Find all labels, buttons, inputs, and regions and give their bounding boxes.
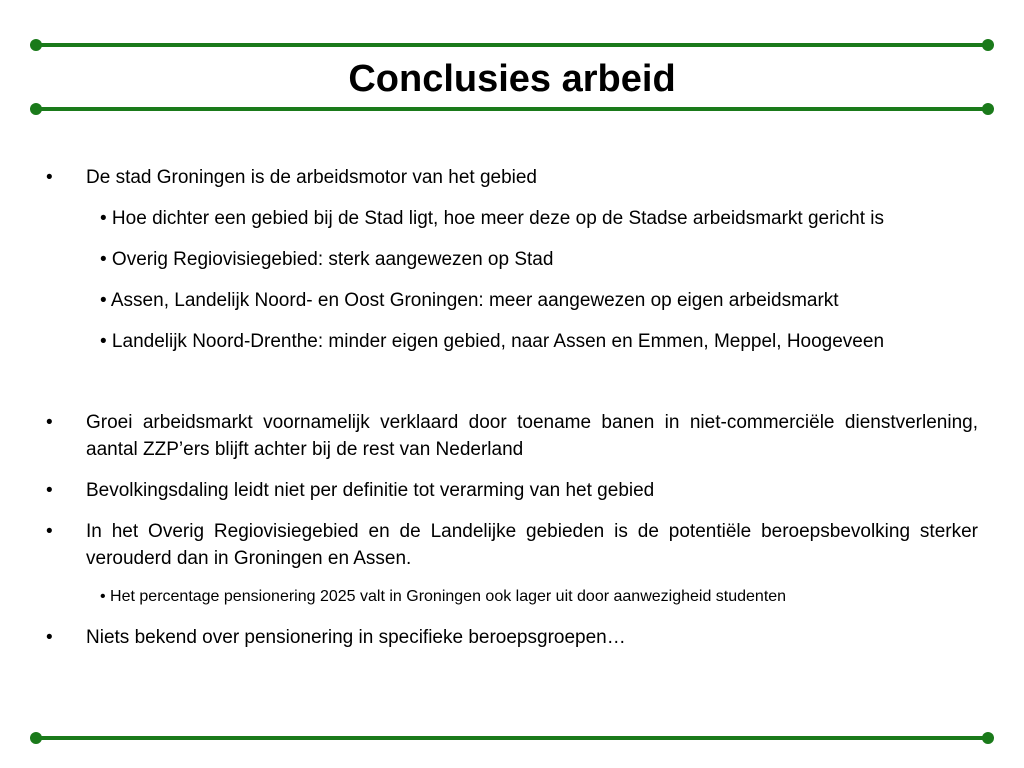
bullet-marker: •: [46, 627, 53, 648]
bullet-text: De stad Groningen is de arbeidsmotor van het gebied: [86, 167, 537, 188]
title-divider-line: [36, 107, 988, 111]
bullet-text: Niets bekend over pensionering in specifieke beroepsgroepen…: [86, 627, 626, 648]
bottom-divider-line: [36, 736, 988, 740]
top-divider-line: [36, 43, 988, 47]
bullet-item: [46, 164, 978, 191]
sub-bullet-item: • Hoe dichter een gebied bij de Stad ligt, hoe meer deze op de Stadse arbeidsmarkt gericht is: [100, 208, 885, 229]
spacer: [46, 369, 978, 409]
bullet-item: [46, 518, 978, 572]
sub-bullet-item: • Assen, Landelijk Noord- en Oost Groningen: meer aangewezen op eigen arbeidsmarkt: [100, 290, 839, 311]
bullet-marker: •: [46, 480, 53, 501]
sub-bullet-item: • Overig Regiovisiegebied: sterk aangewezen op Stad: [100, 249, 554, 270]
bullet-list: [46, 164, 978, 665]
bullet-marker: •: [46, 521, 53, 542]
bullet-text: Groei arbeidsmarkt voornamelijk verklaard door toename banen in niet-commerciële dienstverlening, aantal ZZP’ers blijft achter bij de rest van Nederland: [86, 412, 978, 460]
slide-title: Conclusies arbeid: [348, 58, 676, 100]
bullet-item: [46, 477, 978, 504]
bullet-marker: •: [46, 412, 53, 433]
bullet-item: [46, 624, 978, 651]
bullet-text: In het Overig Regiovisiegebied en de Landelijke gebieden is de potentiële beroepsbevolking sterker verouderd dan in Groningen en Assen.: [86, 521, 978, 569]
bullet-text: Bevolkingsdaling leidt niet per definitie tot verarming van het gebied: [86, 480, 655, 501]
sub-bullet-item: • Landelijk Noord-Drenthe: minder eigen gebied, naar Assen en Emmen, Meppel, Hoogeveen: [100, 331, 885, 352]
bullet-item: [46, 409, 978, 463]
sub-bullet-item: • Het percentage pensionering 2025 valt in Groningen ook lager uit door aanwezigheid studenten: [100, 588, 787, 605]
bullet-marker: •: [46, 167, 53, 188]
